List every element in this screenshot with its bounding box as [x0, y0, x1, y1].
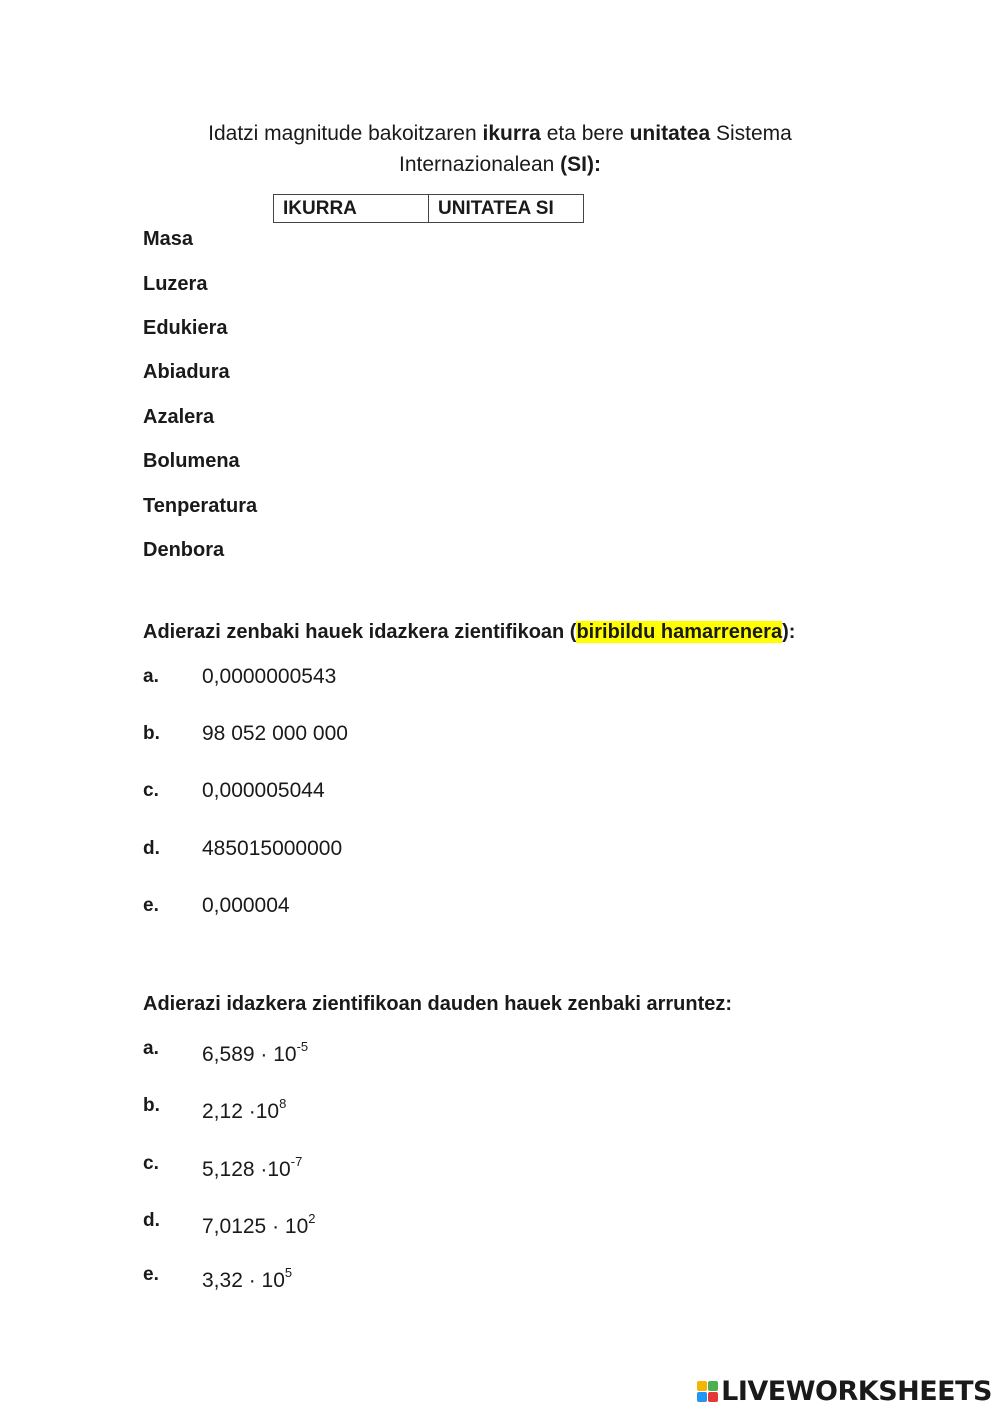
quantity-label: Azalera [143, 406, 215, 428]
quantity-label: Bolumena [143, 450, 240, 472]
intro-text: eta bere [540, 122, 630, 145]
intro-instruction [180, 118, 820, 180]
intro-bold-ikurra: ikurra [482, 122, 541, 145]
quantity-label: Denbora [143, 539, 225, 561]
item-scientific-value: $6,589 \cdot 10^{-5}$ [202, 1039, 309, 1066]
item-value: 98 052 000 000 [202, 722, 348, 745]
item-value: 0,000004 [202, 894, 290, 917]
item-scientific-value: $3,32 \cdot 10^5$ [202, 1265, 293, 1292]
item-value: 0,000005044 [202, 779, 325, 802]
intro-text: Sistema Internazionalean [399, 122, 792, 176]
quantity-label: Tenperatura [143, 495, 258, 517]
quantity-label: Abiadura [143, 361, 230, 383]
quantity-label: Luzera [143, 273, 208, 295]
logo-text: LIVEWORKSHEETS [721, 1376, 992, 1407]
intro-bold-unitatea: unitatea [629, 122, 711, 145]
header-unitatea-si: UNITATEA SI [429, 195, 584, 223]
item-letter: a. [143, 1038, 159, 1059]
item-letter: e. [143, 895, 159, 916]
item-letter: c. [143, 1153, 159, 1174]
intro-bold-si: (SI): [560, 153, 601, 176]
quantity-label: Masa [143, 228, 194, 250]
item-scientific-value: $2,12 \cdot 10^8$ [202, 1096, 287, 1123]
item-letter: b. [143, 1095, 160, 1116]
liveworksheets-logo-icon [697, 1381, 718, 1402]
section3-title: Adierazi idazkera zientifikoan dauden hauek zenbaki arruntez: [143, 993, 733, 1015]
section2-title: Adierazi zenbaki hauek idazkera zientifikoan (biribildu hamarrenera): [143, 621, 796, 643]
header-ikurra: IKURRA [274, 195, 429, 223]
item-scientific-value: $5,128 \cdot 10^{-7}$ [202, 1154, 303, 1181]
quantity-label: Edukiera [143, 317, 228, 339]
item-letter: d. [143, 838, 160, 859]
units-header-table [273, 194, 584, 223]
item-letter: d. [143, 1210, 160, 1231]
item-letter: c. [143, 780, 159, 801]
item-scientific-value: $7,0125 \cdot 10^2$ [202, 1211, 316, 1238]
item-letter: a. [143, 666, 159, 687]
item-letter: b. [143, 723, 160, 744]
item-value: 0,0000000543 [202, 665, 337, 688]
liveworksheets-logo [697, 1376, 992, 1407]
intro-text: Idatzi magnitude bakoitzaren [208, 122, 483, 145]
highlighted-instruction: biribildu hamarrenera [576, 621, 783, 643]
item-letter: e. [143, 1264, 159, 1285]
item-value: 485015000000 [202, 837, 343, 860]
